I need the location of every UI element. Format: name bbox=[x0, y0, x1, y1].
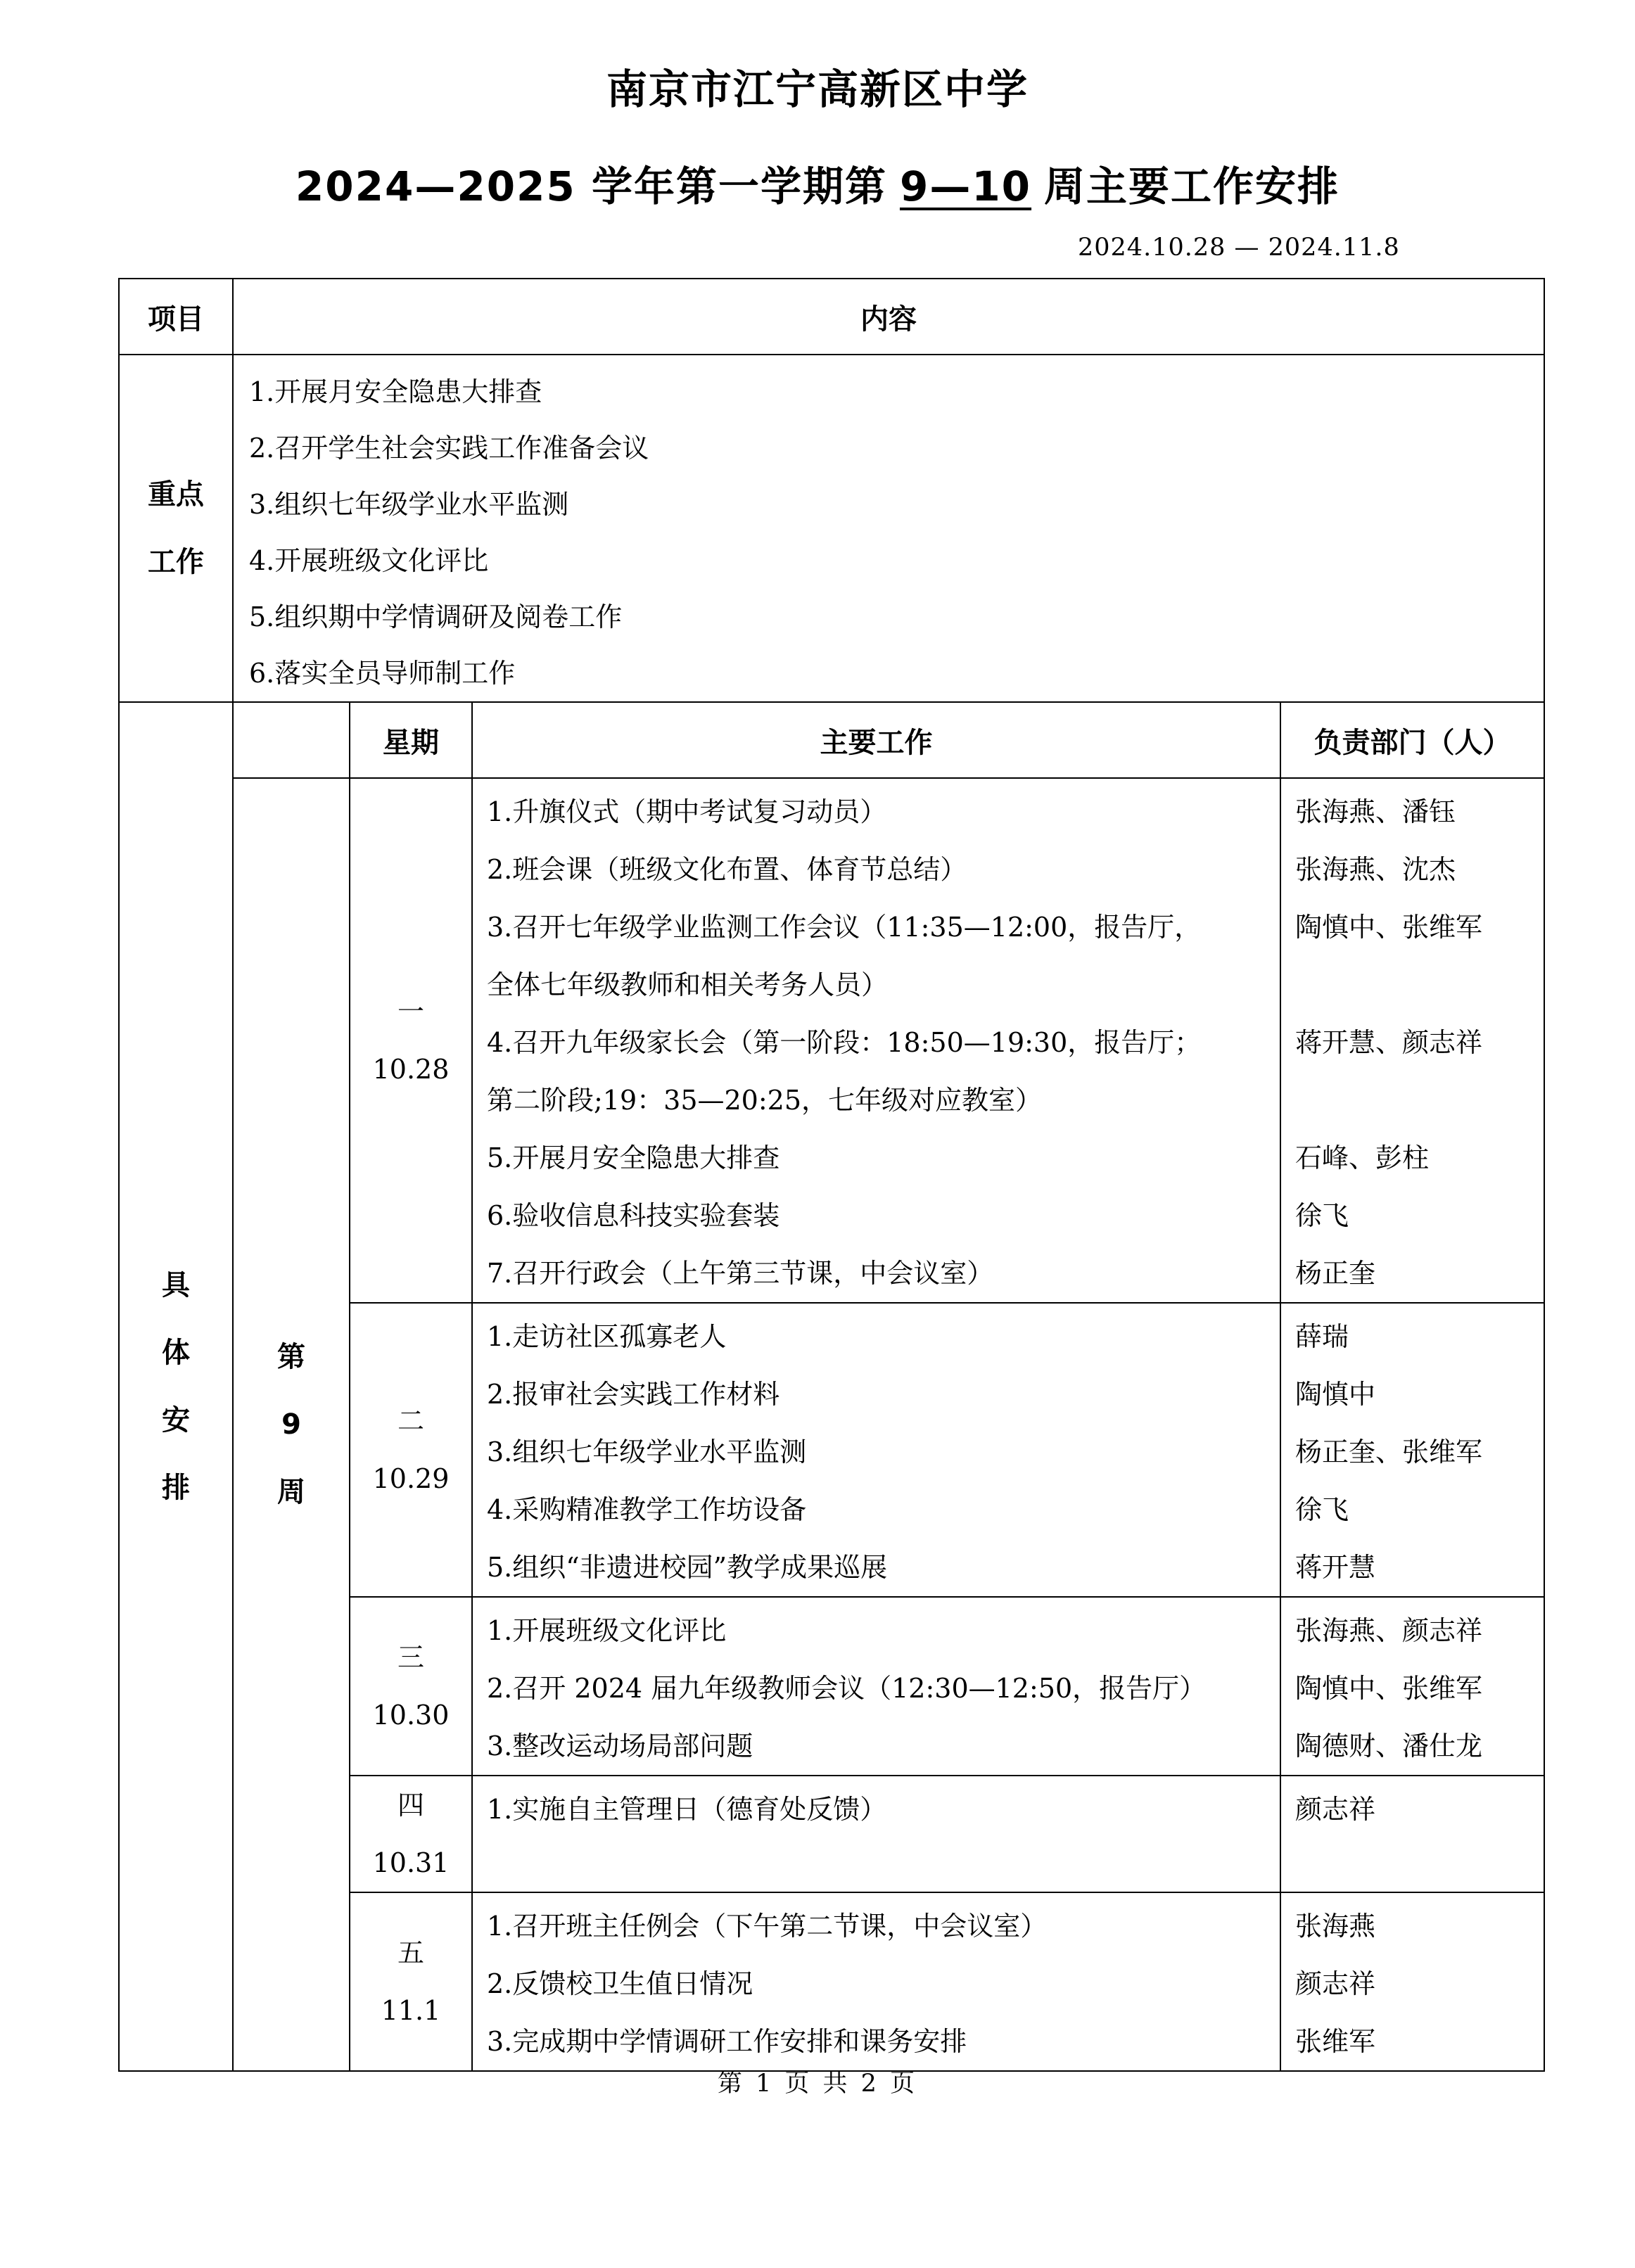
work-item: 4.召开九年级家长会（第一阶段：18:50—19:30，报告厅； bbox=[487, 1027, 1202, 1058]
key-work-list bbox=[233, 355, 1544, 702]
responsible-person: 张海燕、沈杰 bbox=[1295, 854, 1456, 885]
work-cell bbox=[472, 1597, 1280, 1776]
weekday-name: 一 bbox=[397, 996, 424, 1027]
work-item-continuation: 全体七年级教师和相关考务人员） bbox=[487, 969, 889, 1000]
responsible-person: 徐飞 bbox=[1295, 1200, 1349, 1231]
responsible-person: 薛瑞 bbox=[1295, 1321, 1349, 1352]
header-responsible: 负责部门（人） bbox=[1280, 702, 1544, 778]
list-item: 4.开展班级文化评比 bbox=[249, 545, 489, 576]
detail-header-row bbox=[119, 702, 1544, 778]
responsible-cell bbox=[1280, 1303, 1544, 1597]
responsible-person: 蒋开慧、颜志祥 bbox=[1295, 1027, 1483, 1058]
work-item: 1.实施自主管理日（德育处反馈） bbox=[487, 1794, 887, 1825]
responsible-cell bbox=[1280, 778, 1544, 1303]
responsible-person: 张维军 bbox=[1295, 2026, 1376, 2057]
day-cell bbox=[350, 1303, 472, 1597]
day-date: 10.28 bbox=[372, 1054, 450, 1085]
responsible-cell bbox=[1280, 1597, 1544, 1776]
day-cell bbox=[350, 1892, 472, 2071]
responsible-cell bbox=[1280, 1892, 1544, 2071]
work-item: 2.召开 2024 届九年级教师会议（12:30—12:50，报告厅） bbox=[487, 1673, 1207, 1704]
work-item: 3.整改运动场局部问题 bbox=[487, 1731, 753, 1761]
table-header-row bbox=[119, 279, 1544, 355]
work-item: 1.开展班级文化评比 bbox=[487, 1615, 727, 1646]
list-item: 5.组织期中学情调研及阅卷工作 bbox=[249, 601, 623, 632]
day-cell bbox=[350, 1776, 472, 1892]
list-item: 6.落实全员导师制工作 bbox=[249, 658, 516, 689]
work-item: 3.召开七年级学业监测工作会议（11:35—12:00，报告厅， bbox=[487, 912, 1202, 943]
responsible-blank bbox=[1295, 956, 1544, 1014]
date-range: 2024.10.28 — 2024.11.8 bbox=[1078, 234, 1400, 262]
header-main-work: 主要工作 bbox=[472, 702, 1280, 778]
responsible-person: 陶慎中、张维军 bbox=[1295, 1673, 1483, 1704]
responsible-person: 陶德财、潘仕龙 bbox=[1295, 1731, 1483, 1761]
responsible-person: 杨正奎、张维军 bbox=[1295, 1436, 1483, 1467]
subtitle-prefix: 2024—2025 学年第一学期第 bbox=[295, 163, 887, 210]
page-subtitle bbox=[0, 153, 1635, 212]
responsible-person: 石峰、彭柱 bbox=[1295, 1142, 1430, 1173]
week-label bbox=[233, 778, 350, 2071]
responsible-person: 杨正奎 bbox=[1295, 1258, 1376, 1289]
detail-label bbox=[119, 702, 233, 2071]
work-item-continuation: 第二阶段;19：35—20:25，七年级对应教室） bbox=[487, 1085, 1043, 1116]
work-item: 3.组织七年级学业水平监测 bbox=[487, 1436, 807, 1467]
day-cell bbox=[350, 778, 472, 1303]
responsible-person: 张海燕 bbox=[1295, 1911, 1376, 1942]
work-item: 2.班会课（班级文化布置、体育节总结） bbox=[487, 854, 967, 885]
subtitle-suffix: 周主要工作安排 bbox=[1044, 163, 1340, 210]
work-item: 4.采购精准教学工作坊设备 bbox=[487, 1494, 807, 1525]
key-work-label bbox=[119, 355, 233, 702]
work-item: 1.召开班主任例会（下午第二节课，中会议室） bbox=[487, 1911, 1048, 1942]
weekday-name: 三 bbox=[397, 1642, 424, 1673]
work-item: 6.验收信息科技实验套装 bbox=[487, 1200, 780, 1231]
schedule-table bbox=[118, 278, 1545, 2072]
responsible-cell bbox=[1280, 1776, 1544, 1892]
detail-label-char: 具 bbox=[162, 1269, 190, 1301]
page-footer: 第 1 页 共 2 页 bbox=[717, 2070, 918, 2098]
day-date: 10.31 bbox=[372, 1847, 450, 1878]
work-cell bbox=[472, 1303, 1280, 1597]
key-work-label-1: 重点 bbox=[148, 478, 204, 511]
week-header-empty bbox=[233, 702, 350, 778]
responsible-person: 陶慎中 bbox=[1295, 1379, 1376, 1410]
work-item: 5.组织“非遗进校园”教学成果巡展 bbox=[487, 1552, 888, 1583]
day-row-monday bbox=[119, 778, 1544, 1303]
responsible-person: 陶慎中、张维军 bbox=[1295, 912, 1483, 943]
day-cell bbox=[350, 1597, 472, 1776]
work-cell bbox=[472, 1892, 1280, 2071]
page-title: 南京市江宁高新区中学 bbox=[606, 65, 1029, 113]
key-work-label-2: 工作 bbox=[148, 546, 204, 578]
detail-label-char: 安 bbox=[162, 1404, 190, 1436]
week-range: 9—10 bbox=[899, 163, 1032, 210]
detail-label-char: 体 bbox=[162, 1337, 190, 1369]
work-cell bbox=[472, 778, 1280, 1303]
work-item: 3.完成期中学情调研工作安排和课务安排 bbox=[487, 2026, 967, 2057]
week-label-char: 周 bbox=[277, 1476, 305, 1508]
key-work-row bbox=[119, 355, 1544, 702]
list-item: 3.组织七年级学业水平监测 bbox=[249, 489, 569, 520]
work-item: 1.升旗仪式（期中考试复习动员） bbox=[487, 796, 887, 827]
responsible-person: 张海燕、颜志祥 bbox=[1295, 1615, 1483, 1646]
responsible-person: 颜志祥 bbox=[1295, 1968, 1376, 1999]
responsible-blank bbox=[1295, 1071, 1544, 1129]
work-item: 7.召开行政会（上午第三节课，中会议室） bbox=[487, 1258, 994, 1289]
day-date: 10.30 bbox=[372, 1700, 450, 1731]
work-item: 2.报审社会实践工作材料 bbox=[487, 1379, 780, 1410]
header-weekday: 星期 bbox=[350, 702, 472, 778]
responsible-person: 张海燕、潘钰 bbox=[1295, 796, 1456, 827]
list-item: 1.开展月安全隐患大排查 bbox=[249, 376, 542, 407]
responsible-person: 蒋开慧 bbox=[1295, 1552, 1376, 1583]
work-item: 2.反馈校卫生值日情况 bbox=[487, 1968, 753, 1999]
week-label-char: 第 bbox=[277, 1341, 305, 1373]
weekday-name: 五 bbox=[397, 1937, 424, 1968]
detail-label-char: 排 bbox=[162, 1472, 190, 1504]
responsible-person: 颜志祥 bbox=[1295, 1794, 1376, 1825]
responsible-person: 徐飞 bbox=[1295, 1494, 1349, 1525]
work-cell bbox=[472, 1776, 1280, 1892]
work-item: 1.走访社区孤寡老人 bbox=[487, 1321, 727, 1352]
day-date: 11.1 bbox=[381, 1995, 441, 2026]
header-content: 内容 bbox=[233, 279, 1544, 355]
week-label-char: 9 bbox=[281, 1408, 301, 1441]
day-date: 10.29 bbox=[372, 1463, 450, 1494]
weekday-name: 二 bbox=[397, 1406, 424, 1436]
list-item: 2.召开学生社会实践工作准备会议 bbox=[249, 433, 649, 464]
work-item: 5.开展月安全隐患大排查 bbox=[487, 1142, 780, 1173]
header-item: 项目 bbox=[119, 279, 233, 355]
weekday-name: 四 bbox=[397, 1790, 424, 1821]
